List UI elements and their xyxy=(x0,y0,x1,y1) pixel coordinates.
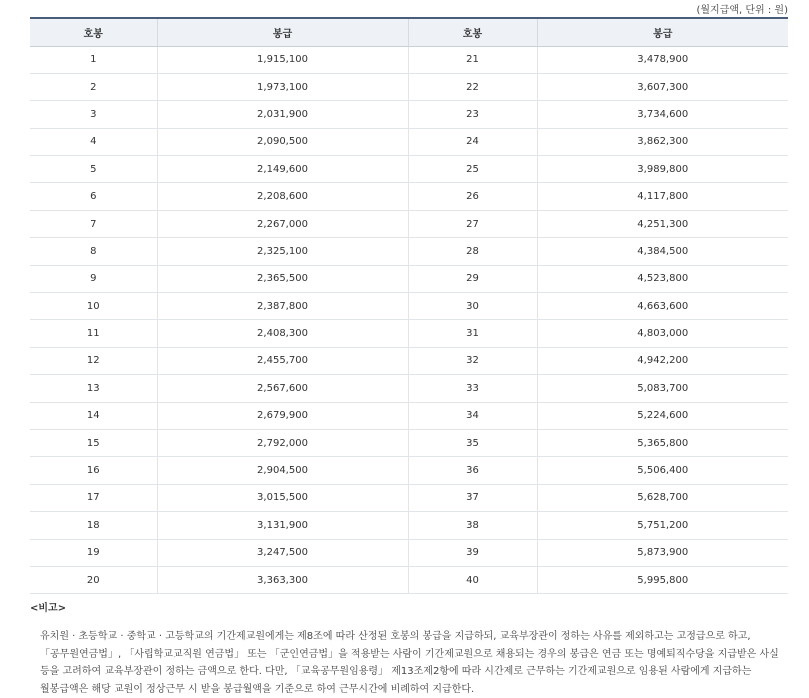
table-row xyxy=(30,566,788,593)
cell-salary-left: 2,792,000 xyxy=(157,429,408,456)
cell-salary-left: 3,247,500 xyxy=(157,539,408,566)
table-row xyxy=(30,293,788,320)
cell-salary-right: 5,995,800 xyxy=(537,566,788,593)
cell-salary-left: 1,915,100 xyxy=(157,46,408,73)
table-row xyxy=(30,265,788,292)
cell-step-right: 27 xyxy=(408,210,537,237)
cell-salary-right: 5,506,400 xyxy=(537,457,788,484)
cell-salary-left: 3,131,900 xyxy=(157,512,408,539)
cell-step-left: 18 xyxy=(30,512,157,539)
cell-step-right: 30 xyxy=(408,293,537,320)
cell-salary-left: 2,408,300 xyxy=(157,320,408,347)
salary-table xyxy=(30,17,788,594)
table-row xyxy=(30,375,788,402)
table-row xyxy=(30,512,788,539)
cell-step-right: 22 xyxy=(408,73,537,100)
cell-salary-left: 2,090,500 xyxy=(157,128,408,155)
table-row xyxy=(30,539,788,566)
cell-step-left: 16 xyxy=(30,457,157,484)
cell-step-left: 8 xyxy=(30,238,157,265)
cell-step-right: 38 xyxy=(408,512,537,539)
cell-step-left: 9 xyxy=(30,265,157,292)
cell-salary-right: 3,478,900 xyxy=(537,46,788,73)
cell-step-right: 29 xyxy=(408,265,537,292)
cell-salary-right: 5,224,600 xyxy=(537,402,788,429)
table-row xyxy=(30,128,788,155)
cell-step-left: 19 xyxy=(30,539,157,566)
cell-salary-left: 2,455,700 xyxy=(157,347,408,374)
table-row xyxy=(30,156,788,183)
cell-step-left: 1 xyxy=(30,46,157,73)
cell-salary-left: 2,387,800 xyxy=(157,293,408,320)
cell-step-left: 11 xyxy=(30,320,157,347)
cell-salary-left: 2,679,900 xyxy=(157,402,408,429)
cell-salary-left: 3,363,300 xyxy=(157,566,408,593)
cell-salary-left: 2,208,600 xyxy=(157,183,408,210)
cell-step-right: 32 xyxy=(408,347,537,374)
cell-step-right: 33 xyxy=(408,375,537,402)
cell-step-left: 17 xyxy=(30,484,157,511)
cell-salary-left: 2,325,100 xyxy=(157,238,408,265)
table-row xyxy=(30,347,788,374)
cell-step-left: 20 xyxy=(30,566,157,593)
remarks-title: <비고> xyxy=(30,603,67,614)
cell-step-left: 6 xyxy=(30,183,157,210)
cell-salary-right: 3,734,600 xyxy=(537,101,788,128)
unit-note: (월지급액, 단위 : 원) xyxy=(696,5,788,16)
cell-salary-right: 3,862,300 xyxy=(537,128,788,155)
cell-step-left: 14 xyxy=(30,402,157,429)
header-salary-right: 봉급 xyxy=(537,18,788,46)
cell-salary-left: 2,031,900 xyxy=(157,101,408,128)
header-step-left: 호봉 xyxy=(30,18,157,46)
cell-salary-right: 5,628,700 xyxy=(537,484,788,511)
cell-salary-left: 1,973,100 xyxy=(157,73,408,100)
cell-step-right: 34 xyxy=(408,402,537,429)
table-row xyxy=(30,101,788,128)
remarks-text: 유치원 · 초등학교 · 중학교 · 고등학교의 기간제교원에게는 제8조에 따라 산정된 호봉의 봉급을 지급하되, 교육부장관이 정하는 사유를 제외하고는 고정급으로 하고, 「공무원연금법」, 「사립학교교직원 연금법」 또는 「군인연금법」을 적용받는 사람이 기간제교원으로 채용되는 경우의 봉급은 연금 또는 명예퇴직수당을 지급받은 사실 등을 고려하여 교육부장관이 정하는 금액으로 한다. 다만, 「교육공무원임용령」 제13조제2항에 따라 시간제로 근무하는 기간제교원으로 임용된 사람에게 지급하는 월봉급액은 해당 교원이 정상근무 시 받을 봉급월액을 기준으로 하여 근무시간에 비례하여 지급한다. xyxy=(40,631,779,695)
table-body xyxy=(30,46,788,594)
table-row xyxy=(30,402,788,429)
cell-step-right: 40 xyxy=(408,566,537,593)
cell-step-right: 23 xyxy=(408,101,537,128)
header-step-right: 호봉 xyxy=(408,18,537,46)
cell-salary-right: 4,942,200 xyxy=(537,347,788,374)
table-row xyxy=(30,457,788,484)
cell-step-right: 37 xyxy=(408,484,537,511)
cell-step-right: 21 xyxy=(408,46,537,73)
header-row xyxy=(30,18,788,46)
table-row xyxy=(30,484,788,511)
cell-salary-right: 4,803,000 xyxy=(537,320,788,347)
cell-step-right: 31 xyxy=(408,320,537,347)
cell-step-right: 28 xyxy=(408,238,537,265)
cell-salary-right: 4,523,800 xyxy=(537,265,788,292)
cell-salary-right: 5,873,900 xyxy=(537,539,788,566)
cell-step-right: 36 xyxy=(408,457,537,484)
cell-salary-right: 5,083,700 xyxy=(537,375,788,402)
cell-step-left: 15 xyxy=(30,429,157,456)
cell-step-left: 10 xyxy=(30,293,157,320)
table-row xyxy=(30,238,788,265)
cell-step-right: 39 xyxy=(408,539,537,566)
table-row xyxy=(30,73,788,100)
header-salary-left: 봉급 xyxy=(157,18,408,46)
cell-step-left: 12 xyxy=(30,347,157,374)
cell-step-left: 4 xyxy=(30,128,157,155)
cell-step-left: 2 xyxy=(30,73,157,100)
table-row xyxy=(30,429,788,456)
cell-salary-left: 3,015,500 xyxy=(157,484,408,511)
cell-step-left: 13 xyxy=(30,375,157,402)
cell-step-left: 5 xyxy=(30,156,157,183)
table-row xyxy=(30,320,788,347)
cell-salary-right: 4,117,800 xyxy=(537,183,788,210)
cell-salary-left: 2,567,600 xyxy=(157,375,408,402)
remarks-section xyxy=(30,599,788,698)
table-row xyxy=(30,46,788,73)
cell-salary-right: 5,365,800 xyxy=(537,429,788,456)
cell-step-left: 3 xyxy=(30,101,157,128)
cell-salary-right: 5,751,200 xyxy=(537,512,788,539)
table-row xyxy=(30,183,788,210)
cell-salary-left: 2,365,500 xyxy=(157,265,408,292)
cell-step-right: 25 xyxy=(408,156,537,183)
cell-salary-right: 3,989,800 xyxy=(537,156,788,183)
cell-step-right: 26 xyxy=(408,183,537,210)
cell-step-left: 7 xyxy=(30,210,157,237)
cell-salary-right: 4,384,500 xyxy=(537,238,788,265)
cell-salary-left: 2,149,600 xyxy=(157,156,408,183)
table-row xyxy=(30,210,788,237)
cell-step-right: 35 xyxy=(408,429,537,456)
cell-salary-left: 2,267,000 xyxy=(157,210,408,237)
cell-salary-right: 4,251,300 xyxy=(537,210,788,237)
table-header xyxy=(30,18,788,46)
cell-salary-right: 3,607,300 xyxy=(537,73,788,100)
cell-step-right: 24 xyxy=(408,128,537,155)
cell-salary-left: 2,904,500 xyxy=(157,457,408,484)
cell-salary-right: 4,663,600 xyxy=(537,293,788,320)
